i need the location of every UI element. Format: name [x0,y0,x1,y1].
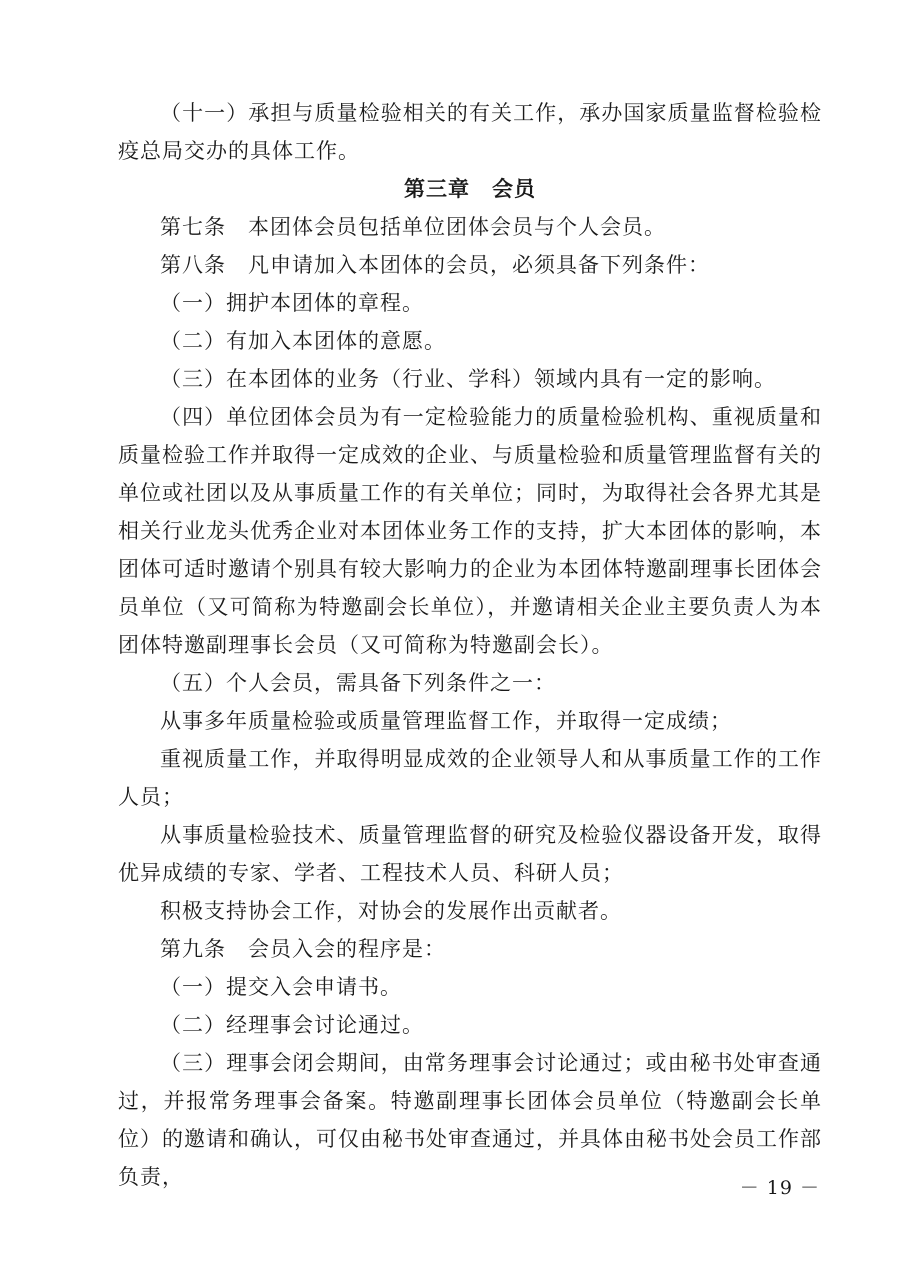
article-8-item-5: （五）个人会员，需具备下列条件之一： [160,671,556,695]
article-8: 第八条 凡申请加入本团体的会员，必须具备下列条件： [160,253,710,277]
condition-4: 积极支持协会工作，对协会的发展作出贡献者。 [160,899,622,923]
article-8-item-2: （二）有加入本团体的意愿。 [160,329,446,353]
article-8-item-1: （一）拥护本团体的章程。 [160,291,424,315]
paragraph-item-11: （十一）承担与质量检验相关的有关工作，承办国家质量监督检验检疫总局交办的具体工作。 [118,101,822,163]
condition-1: 从事多年质量检验或质量管理监督工作，并取得一定成绩； [160,709,732,733]
page-number: － 19 － [739,1177,820,1199]
article-9-item-3: （三）理事会闭会期间，由常务理事会讨论通过；或由秘书处审查通过，并报常务理事会备案。特邀副理事长团体会员单位（特邀副会长单位）的邀请和确认，可仅由秘书处审查通过，并具体由秘书处会员工作部负责， [118,1051,822,1189]
article-9-item-2: （二）经理事会讨论通过。 [160,1013,424,1037]
article-8-item-4: （四）单位团体会员为有一定检验能力的质量检验机构、重视质量和质量检验工作并取得一定成效的企业、与质量检验和质量管理监督有关的单位或社团以及从事质量工作的有关单位；同时，为取得社会各界尤其是相关行业龙头优秀企业对本团体业务工作的支持，扩大本团体的影响，本团体可适时邀请个别具有较大影响力的企业为本团体特邀副理事长团体会员单位（又可简称为特邀副会长单位），并邀请相关企业主要负责人为本团体特邀副理事长会员（又可简称为特邀副会长）。 [118,405,822,657]
article-8-item-3: （三）在本团体的业务（行业、学科）领域内具有一定的影响。 [160,367,776,391]
document-body [118,94,822,1196]
condition-2: 重视质量工作，并取得明显成效的企业领导人和从事质量工作的工作人员； [118,747,822,809]
article-9-item-1: （一）提交入会申请书。 [160,975,402,999]
chapter-title: 第三章 会员 [404,177,536,201]
condition-3: 从事质量检验技术、质量管理监督的研究及检验仪器设备开发，取得优异成绩的专家、学者、工程技术人员、科研人员； [118,823,822,885]
article-9: 第九条 会员入会的程序是： [160,937,446,961]
article-7: 第七条 本团体会员包括单位团体会员与个人会员。 [160,215,666,239]
